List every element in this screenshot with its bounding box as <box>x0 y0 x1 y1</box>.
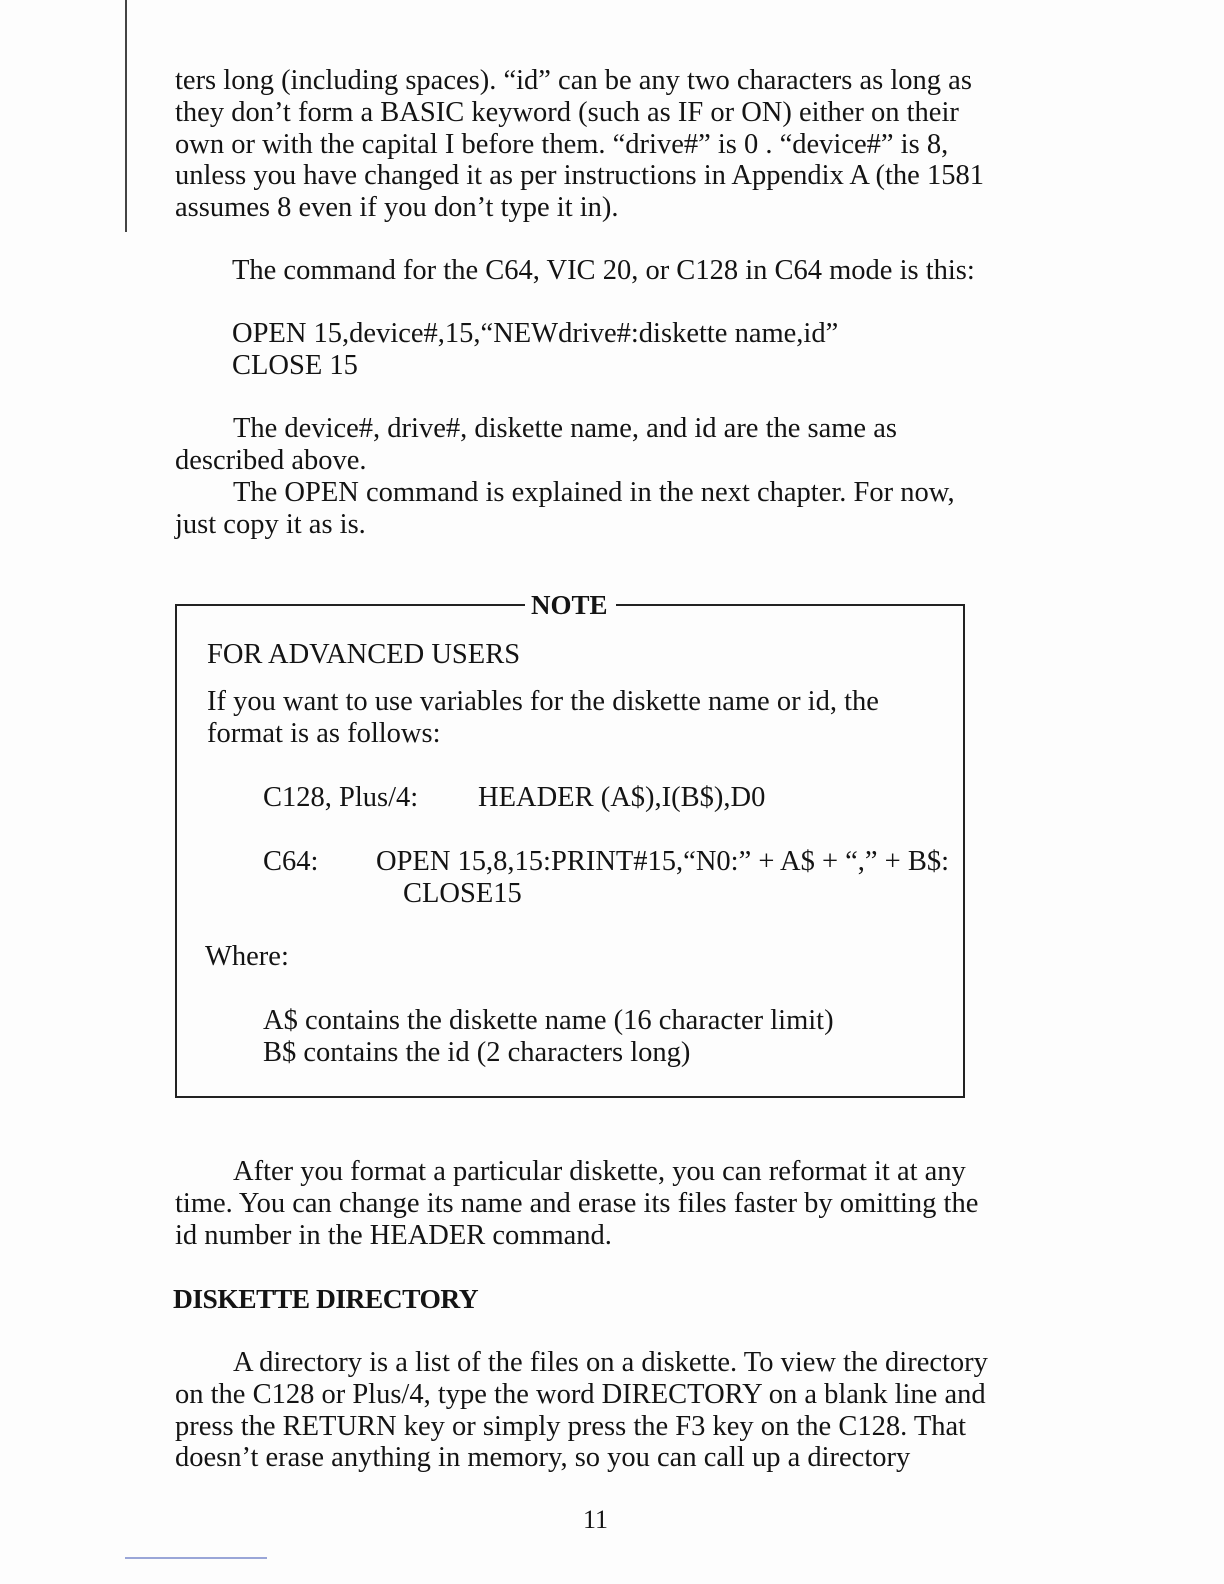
text-line: unless you have changed it as per instructions in Appendix A (the 1581 <box>175 160 984 192</box>
command-line-open: OPEN 15,device#,15,“NEWdrive#:diskette name,id” <box>232 318 839 349</box>
note-c128-label: C128, Plus/4: <box>263 782 419 813</box>
text-line: id number in the HEADER command. <box>175 1219 612 1251</box>
text-line: own or with the capital I before them. “drive#” is 0 . “device#” is 8, <box>175 128 949 160</box>
command-intro: The command for the C64, VIC 20, or C128 in C64 mode is this: <box>232 255 975 286</box>
text-line: they don’t form a BASIC keyword (such as IF or ON) either on their <box>175 96 959 128</box>
note-top-rule-left <box>175 604 525 606</box>
explanation-paragraph <box>175 413 1027 477</box>
reformat-paragraph <box>175 1156 1027 1251</box>
note-c128-code: HEADER (A$),I(B$),D0 <box>478 782 766 813</box>
text-line: The OPEN command is explained in the next chapter. For now, <box>233 477 955 508</box>
note-intro-line: If you want to use variables for the diskette name or id, the <box>207 686 879 717</box>
note-def-a: A$ contains the diskette name (16 character limit) <box>263 1005 834 1036</box>
note-c64-label: C64: <box>263 846 319 877</box>
note-def-b: B$ contains the id (2 characters long) <box>263 1037 691 1068</box>
text-line: just copy it as is. <box>175 508 366 540</box>
text-line: The device#, drive#, diskette name, and id are the same as <box>233 413 897 444</box>
directory-paragraph <box>175 1347 1027 1474</box>
text-line: A directory is a list of the files on a diskette. To view the directory <box>233 1347 988 1378</box>
text-line: ters long (including spaces). “id” can be any two characters as long as <box>175 65 972 96</box>
note-title: NOTE <box>531 590 608 620</box>
section-heading: DISKETTE DIRECTORY <box>173 1283 479 1314</box>
text-line: time. You can change its name and erase its files faster by omitting the <box>175 1187 979 1219</box>
note-intro-line: format is as follows: <box>207 718 441 749</box>
text-line: described above. <box>175 444 367 476</box>
open-note-paragraph <box>175 477 1027 541</box>
text-line: on the C128 or Plus/4, type the word DIRECTORY on a blank line and <box>175 1378 986 1410</box>
command-line-close: CLOSE 15 <box>232 350 358 381</box>
text-line: press the RETURN key or simply press the F3 key on the C128. That <box>175 1410 967 1442</box>
scan-underline-mark <box>125 1557 267 1559</box>
intro-paragraph <box>175 65 1027 224</box>
text-line: After you format a particular diskette, you can reformat it at any <box>233 1156 966 1187</box>
scan-margin-line <box>125 0 127 232</box>
note-subtitle: FOR ADVANCED USERS <box>207 639 521 670</box>
text-line: doesn’t erase anything in memory, so you can call up a directory <box>175 1442 911 1474</box>
note-where: Where: <box>205 941 289 972</box>
page-number: 11 <box>583 1505 609 1534</box>
note-c64-code: OPEN 15,8,15:PRINT#15,“N0:” + A$ + “,” + B$: <box>376 846 950 877</box>
note-top-rule-right <box>616 604 963 606</box>
text-line: assumes 8 even if you don’t type it in). <box>175 192 619 224</box>
note-c64-code-cont: CLOSE15 <box>403 878 522 909</box>
